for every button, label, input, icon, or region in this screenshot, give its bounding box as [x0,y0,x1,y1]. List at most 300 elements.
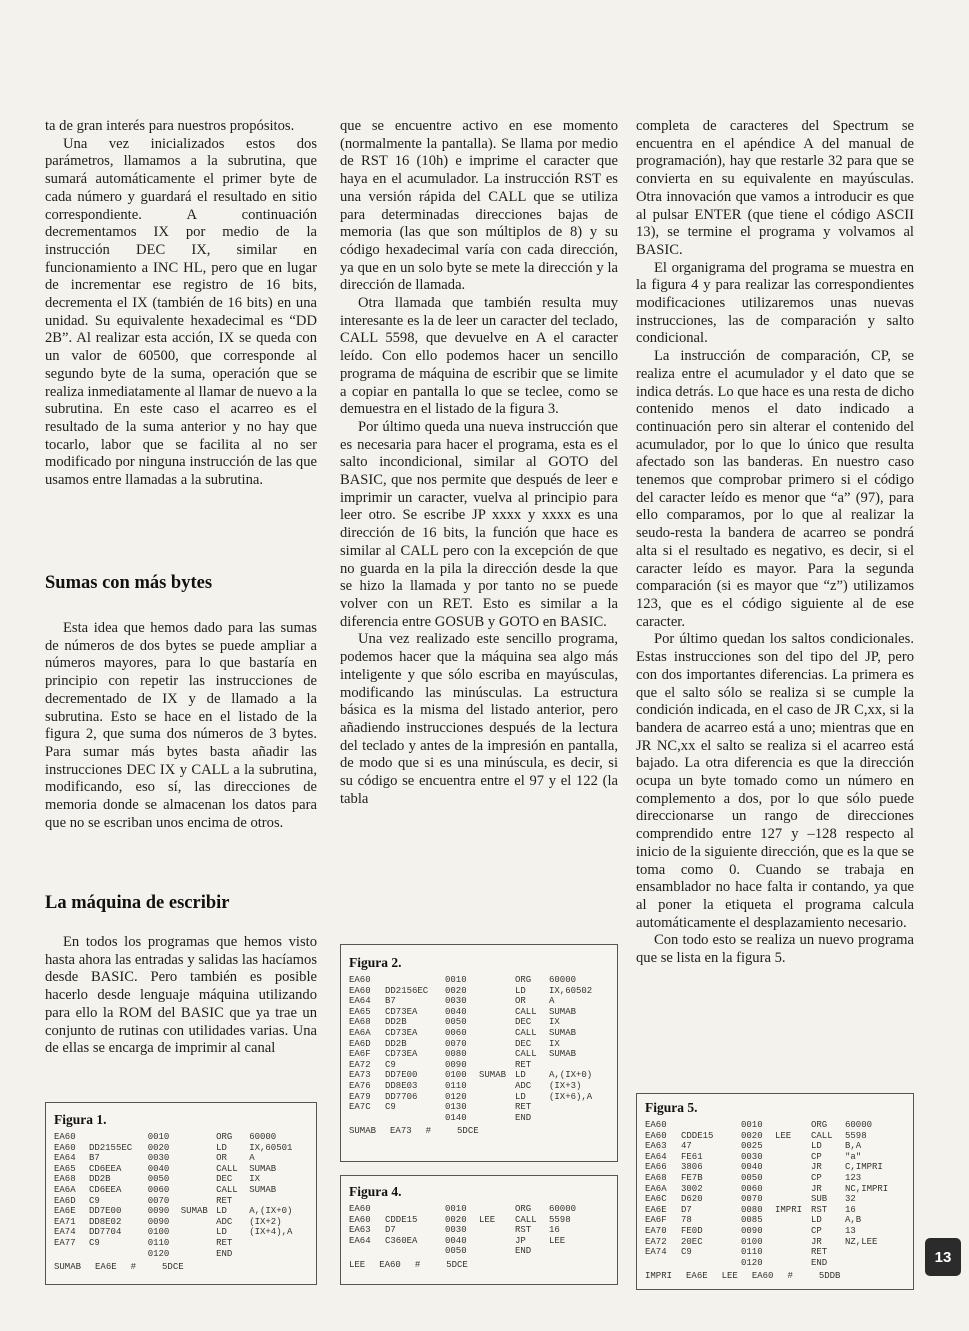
listing-cell: CALL [811,1130,833,1141]
listing-row [349,1070,609,1081]
listing-cell: D7 [385,1225,396,1236]
listing-cell: 0060 [741,1183,763,1194]
listing-cell [549,1060,609,1071]
column-1-section-3 [45,934,317,1058]
listing-cell: CALL [216,1163,238,1174]
listing-cell: CALL [515,1027,537,1038]
listing-cell: 32 [845,1194,856,1205]
paragraph: que se encuentre activo en ese momento (normalmente la pantalla). Se llama por medio de RST 16 (10h) e imprime el caracter que haya en el acumulador. La instrucción RST es una versión rápida del CALL que se utiliza para determinadas direcciones bajas de memoria (las que son múltiplos de 8) y su código hexadecimal varía con cada dirección, ya que en un solo byte se mete la dirección y la dirección de llamada. [340,118,618,294]
listing-cell [385,975,445,986]
listing-cell: D7 [681,1204,692,1215]
paragraph: En todos los programas que hemos visto hasta ahora las entradas y salidas las hacíamos desde BASIC. Pero también es posible hacerlo desde lenguaje máquina utilizando para ello la ROM del BASIC que ya trae un conjunto de rutinas con utilidades varias. Una de ellas se encarga de imprimir al canal [45,934,317,1057]
listing-cell: DD7E00 [385,1070,418,1081]
listing-cell: 78 [681,1215,692,1226]
listing-cell: 0040 [741,1162,763,1173]
listing-cell: 47 [681,1141,692,1152]
listing-cell: IX,60502 [549,985,593,996]
listing-cell [89,1132,148,1143]
listing-cell: EA6E [645,1204,667,1215]
listing-cell [181,1238,216,1249]
listing-cell: EA6A [349,1027,371,1038]
listing-row [645,1152,905,1163]
listing-cell: IX [249,1174,260,1185]
listing-cell: NZ,LEE [845,1236,878,1247]
listing-cell: 123 [845,1172,862,1183]
listing-cell: EA6F [349,1049,371,1060]
symbol-table-entry: LEE [721,1271,738,1282]
listing-cell: B7 [88,1153,100,1164]
listing-cell: 0050 [445,1017,467,1028]
listing-cell: JP [515,1235,526,1246]
listing-cell [775,1120,811,1131]
listing-cell: 0060 [147,1184,170,1195]
listing-cell: DD7E00 [88,1206,122,1217]
listing-cell: 0030 [147,1153,170,1164]
listing-cell [775,1194,811,1205]
listing-cell: EA66 [645,1162,667,1173]
listing-cell: DEC [515,1017,532,1028]
listing-cell: EA60 [349,1204,371,1214]
listing-cell: 60000 [249,1132,277,1142]
listing-cell: SUMAB [249,1163,277,1174]
listing-cell: EA64 [645,1151,667,1162]
listing-row [349,1236,609,1247]
listing-cell [775,1258,811,1269]
listing-cell: DEC [216,1174,233,1185]
listing-cell: (IX+6),A [549,1091,593,1102]
listing-cell [479,1225,515,1236]
listing-cell [479,1204,515,1215]
listing-cell: LEE [479,1214,496,1225]
listing-row [349,1092,609,1103]
listing-row [645,1226,905,1237]
listing-cell: ADC [216,1216,233,1227]
figure-1-listing [45,1102,317,1285]
listing-row [349,1246,609,1257]
column-1-section-2 [45,620,317,832]
listing-cell [681,1120,741,1131]
listing-cell: 0010 [741,1120,763,1130]
listing-footer [645,1268,905,1282]
listing-cell: B,A [845,1141,862,1152]
listing-cell [249,1196,308,1207]
listing-row [349,1102,609,1113]
listing-row [349,1007,609,1018]
listing-cell [181,1217,216,1228]
listing-cell: C9 [681,1247,692,1258]
listing-cell: CP [811,1151,822,1162]
listing-cell: 16 [549,1225,560,1236]
listing-cell: DD2B [385,1038,407,1049]
listing-table [645,1120,905,1282]
symbol-table-entry: # [425,1126,432,1137]
listing-cell: 5598 [845,1130,867,1141]
paragraph: Con todo esto se realiza un nuevo programa que se lista en la figura 5. [636,932,914,967]
symbol-table-entry: 5DCE [457,1126,479,1137]
listing-cell: C9 [385,1102,396,1113]
listing-cell: OR [515,996,526,1007]
listing-cell: EA60 [645,1130,667,1141]
listing-cell: SUB [811,1194,828,1205]
listing-cell [549,1113,609,1124]
listing-cell: EA6F [645,1215,667,1226]
listing-cell [181,1249,216,1260]
listing-cell: 0040 [445,1235,467,1246]
listing-row [645,1173,905,1184]
listing-cell: EA72 [645,1236,667,1247]
listing-cell: 0010 [445,1204,467,1214]
listing-cell: EA7C [349,1102,371,1113]
listing-cell: 60000 [549,975,577,985]
listing-table [54,1132,308,1273]
listing-cell: CD6EEA [88,1163,122,1174]
listing-cell: EA63 [349,1225,371,1236]
listing-row [54,1249,308,1260]
listing-cell: 0120 [445,1091,467,1102]
listing-cell: SUMAB [549,1006,577,1017]
listing-cell: 0050 [147,1174,170,1185]
listing-row [54,1217,308,1228]
symbol-table-entry: IMPRI [645,1271,673,1282]
listing-cell: CD6EEA [88,1184,122,1195]
listing-cell: SUMAB [249,1184,277,1195]
listing-cell: FE61 [681,1151,703,1162]
listing-cell [349,1113,385,1124]
listing-cell: EA65 [349,1006,371,1017]
listing-cell: 0090 [147,1206,170,1217]
listing-cell [845,1247,905,1258]
listing-row [54,1227,308,1238]
listing-cell: (IX+3) [549,1080,582,1091]
listing-cell: RST [515,1225,532,1236]
listing-row [645,1215,905,1226]
listing-cell: 0030 [445,996,467,1007]
listing-cell: 0060 [445,1027,467,1038]
listing-cell: 60000 [845,1120,873,1130]
listing-row [349,996,609,1007]
listing-row [54,1143,308,1154]
listing-cell [181,1164,216,1175]
listing-cell: 0020 [147,1142,170,1153]
listing-cell [181,1227,216,1238]
figure-title: Figura 1. [54,1112,107,1127]
listing-cell: 0020 [445,1214,467,1225]
listing-cell: CP [811,1225,822,1236]
listing-cell [385,1204,445,1215]
listing-cell: CDDE15 [385,1214,418,1225]
listing-cell: SUMAB [479,1070,507,1081]
listing-cell: SUMAB [549,1049,577,1060]
listing-cell: LEE [775,1130,792,1141]
listing-cell: CDDE15 [681,1130,714,1141]
listing-cell [549,1246,609,1257]
listing-cell: EA6E [54,1206,76,1217]
listing-cell: CD73EA [385,1027,418,1038]
listing-row [349,986,609,997]
listing-cell: CP [811,1172,822,1183]
listing-cell [181,1132,216,1143]
listing-cell [845,1258,905,1269]
listing-cell: JR [811,1162,822,1173]
figure-title: Figura 5. [645,1100,698,1115]
listing-cell: 0140 [445,1112,467,1123]
listing-cell: ORG [216,1132,233,1142]
listing-cell: A [249,1153,255,1164]
listing-row [54,1185,308,1196]
listing-cell [249,1238,308,1249]
listing-cell: RET [515,1102,532,1113]
symbol-table-entry: EA60 [379,1259,401,1270]
listing-cell [479,1039,515,1050]
listing-table [349,975,609,1137]
listing-row [349,1060,609,1071]
listing-cell: 0100 [445,1070,467,1081]
listing-cell: 0020 [741,1130,763,1141]
listing-cell: IX [549,1017,560,1028]
symbol-table-entry: EA6E [95,1262,117,1273]
listing-cell: EA76 [349,1080,371,1091]
column-2 [340,118,618,808]
listing-cell: FE0D [681,1225,703,1236]
listing-cell [775,1215,811,1226]
listing-cell: DD2B [385,1017,407,1028]
listing-footer [349,1257,609,1271]
listing-cell: EA60 [349,975,371,985]
listing-cell: IMPRI [775,1204,803,1215]
symbol-table-entry: 5DCE [162,1262,184,1273]
listing-cell: ORG [515,975,532,985]
listing-cell: DD8E02 [88,1216,122,1227]
listing-cell: DD2156EC [385,985,429,996]
symbol-table-entry: # [414,1259,421,1270]
listing-row [54,1196,308,1207]
listing-cell: CALL [515,1049,537,1060]
listing-row [54,1206,308,1217]
listing-cell: C360EA [385,1235,418,1246]
paragraph: La instrucción de comparación, CP, se realiza entre el acumulador y el dato que se indica detrás. Lo que hace es una resta de dicho contenido menos el dato indicado a continuación pero sin alterar el contenido del acumulador, por lo que lo único que resulta afectado son las banderas. En nuestro caso tenemos que comprobar primero si el código del caracter leído es menor que “a” (97), para ello comparamos, por lo que al realizar la seudo-resta la bandera de acarreo se pondrá alta si el resultado es negativo, es decir, si el caracter leído es mayor. Para la segunda comparación (si es mayor que “z”) utilizamos 123, que es el código siguiente al de ese caracter. [636,348,914,630]
listing-cell: EA6A [54,1184,76,1195]
listing-cell: (IX+2) [249,1216,282,1227]
listing-row [349,1049,609,1060]
listing-cell: LD [811,1215,822,1226]
listing-cell: CALL [515,1006,537,1017]
listing-cell: EA6D [54,1195,76,1206]
listing-row [645,1120,905,1131]
listing-cell: JR [811,1183,822,1194]
paragraph: Una vez realizado este sencillo programa, podemos hacer que la máquina sea algo más inteligente y que sólo escriba en mayúsculas, modificando las minúsculas. La estructura básica es la misma del listado anterior, pero añadiendo instrucciones después de la lectura del teclado y antes de la impresión en pantalla, de modo que si es una minúscula, es decir, si su código se encuentra entre el 97 y el 122 (la tabla [340,631,618,807]
paragraph: ta de gran interés para nuestros propósitos. [45,118,295,134]
listing-cell [479,1236,515,1247]
listing-cell: 13 [845,1225,856,1236]
figure-2-listing [340,944,618,1162]
listing-cell: SUMAB [549,1027,577,1038]
listing-cell: LD [216,1206,227,1217]
paragraph: Por último quedan los saltos condicionales. Estas instrucciones son del tipo del JP, pero con dos importantes diferencias. La primera es que el salto sólo se realiza si se cumple la condición indicada, en el caso de JR C,xx, si la bandera de acarreo está a uno; mientras que en JR NC,xx el salto se realiza si el acarreo está bajado. La otra diferencia es que la dirección ocupa un byte tomado como un número en complemento a dos, por lo que sólo puede direccionarse un rango de direcciones comprendido entre 127 y –128 respecto al inicio de la siguiente dirección, que es la que se toma como 0. Cuando se trabaja en ensamblador no hace falta ir contando, ya que al poner la etiqueta el programa calcula automáticamente el desplazamiento necesario. [636,631,914,931]
paragraph: El organigrama del programa se muestra en la figura 4 y para realizar las correspondientes modificaciones utilizaremos unas nuevas instrucciones, las de comparación y salto condicional. [636,259,914,347]
listing-cell: 0010 [147,1132,170,1142]
listing-cell [775,1226,811,1237]
listing-cell: END [515,1112,532,1123]
listing-cell [681,1258,741,1269]
listing-row [645,1205,905,1216]
figure-title: Figura 2. [349,955,402,970]
listing-cell: 0040 [445,1006,467,1017]
listing-cell: LD [216,1142,227,1153]
listing-cell: 0110 [147,1237,170,1248]
listing-cell: 0090 [147,1216,170,1227]
listing-cell: END [216,1248,233,1259]
listing-cell [645,1258,681,1269]
listing-cell: 0090 [741,1225,763,1236]
listing-row [349,1215,609,1226]
listing-cell: IX,60501 [249,1142,293,1153]
listing-cell: RET [216,1237,233,1248]
listing-cell: RET [216,1195,233,1206]
symbol-table-entry: # [787,1271,793,1282]
listing-cell [479,986,515,997]
paragraph: Por último queda una nueva instrucción que es necesaria para hacer el programa, esta es el salto incondicional, similar al GOTO del BASIC, que nos permite que después de leer e imprimir un caracter, vuelva al principio para leer otro. Se escribe JP xxxx y xxxx es una dirección de 16 bits, la función que hace es similar al CALL pero con la excepción de que no guarda en la pila la dirección desde la que se hizo la llamada y por tanto no se puede volver con un RET. Esto es similar a la diferencia entre GOSUB y GOTO en BASIC. [340,418,618,630]
listing-cell: 0080 [445,1049,467,1060]
listing-cell: LD [515,1091,526,1102]
listing-row [349,1204,609,1215]
listing-cell [479,1007,515,1018]
listing-row [645,1247,905,1258]
listing-cell: EA72 [349,1059,371,1070]
listing-cell: EA6A [645,1183,667,1194]
listing-row [349,1017,609,1028]
listing-cell [775,1237,811,1248]
listing-cell: 0025 [741,1141,763,1152]
listing-cell: B7 [385,996,396,1007]
listing-cell: DD7706 [385,1091,418,1102]
listing-cell: 0050 [445,1246,467,1257]
listing-cell: 0100 [147,1227,170,1238]
listing-cell: EA74 [54,1227,76,1238]
listing-cell [479,1113,515,1124]
paragraph: completa de caracteres del Spectrum se encuentra en el apéndice A del manual de programación), hay que restarle 32 para que se convierta en su equivalente en mayúsculas. Otra innovación que vamos a introducir es que al pulsar ENTER (que tiene el código ASCII 13), se termine el programa y volvamos al BASIC. [636,118,914,258]
listing-cell [775,1162,811,1173]
listing-cell: EA73 [349,1070,371,1081]
listing-cell: 0085 [741,1215,763,1226]
listing-cell: C9 [88,1195,100,1206]
column-1 [45,118,317,490]
listing-cell: 0080 [741,1204,763,1215]
listing-cell: EA60 [349,985,371,996]
listing-footer [349,1123,609,1137]
listing-cell: EA77 [54,1237,76,1248]
listing-cell: EA63 [645,1141,667,1152]
listing-cell: NC,IMPRI [845,1183,889,1194]
listing-cell [385,1246,445,1257]
listing-cell: LD [515,1070,526,1081]
listing-cell [775,1152,811,1163]
listing-cell: EA60 [349,1214,371,1225]
listing-cell: 0120 [741,1257,763,1268]
listing-cell [479,1081,515,1092]
listing-row [645,1131,905,1142]
listing-cell [775,1184,811,1195]
listing-cell: EA68 [349,1017,371,1028]
listing-cell [479,1049,515,1060]
listing-cell [181,1174,216,1185]
listing-cell: C9 [385,1059,396,1070]
listing-cell: EA64 [349,996,371,1007]
listing-cell: C,IMPRI [845,1162,883,1173]
listing-cell [479,975,515,986]
listing-cell: FE7B [681,1172,703,1183]
listing-cell: D620 [681,1194,703,1205]
listing-cell: RET [811,1247,828,1258]
figure-title: Figura 4. [349,1184,402,1199]
listing-cell: EA6C [645,1194,667,1205]
listing-cell: 0010 [445,975,467,985]
listing-cell: 16 [845,1204,856,1215]
listing-cell: 0020 [445,985,467,996]
listing-cell [249,1249,308,1260]
listing-cell: EA68 [645,1172,667,1183]
listing-cell: 0040 [147,1163,170,1174]
listing-cell: CALL [515,1214,537,1225]
symbol-table-entry: # [130,1262,137,1273]
listing-cell: ORG [515,1204,532,1214]
section-heading-maquina: La máquina de escribir [45,893,230,913]
listing-row [54,1153,308,1164]
listing-cell: LEE [549,1235,566,1246]
listing-cell: SUMAB [180,1206,208,1217]
listing-cell [479,996,515,1007]
listing-cell: DD2155EC [88,1142,133,1153]
listing-cell: 0130 [445,1102,467,1113]
symbol-table-entry: 5DDB [818,1271,841,1282]
listing-row [645,1162,905,1173]
listing-cell [549,1102,609,1113]
listing-cell: 0030 [741,1151,763,1162]
listing-cell: A,(IX+0) [549,1070,593,1081]
listing-cell: 0070 [147,1195,170,1206]
listing-cell: 0110 [741,1247,763,1258]
listing-cell: EA65 [54,1163,76,1174]
listing-row [54,1174,308,1185]
listing-cell: EA64 [349,1235,371,1246]
symbol-table-entry: SUMAB [349,1126,377,1137]
listing-cell: "a" [845,1151,862,1162]
listing-cell: DD8E03 [385,1080,418,1091]
listing-cell: CD73EA [385,1049,418,1060]
symbol-table-entry: LEE [349,1259,366,1270]
listing-cell [181,1153,216,1164]
listing-row [645,1141,905,1152]
listing-cell: EA60 [54,1142,76,1153]
listing-row [645,1184,905,1195]
listing-row [645,1258,905,1269]
listing-cell [775,1141,811,1152]
listing-cell: OR [216,1153,227,1164]
listing-cell [479,1017,515,1028]
column-3 [636,118,914,968]
listing-cell: 3806 [681,1162,703,1173]
listing-cell: EA6D [349,1038,371,1049]
figure-4-listing [340,1175,618,1285]
listing-cell: EA64 [54,1153,76,1164]
listing-cell [181,1196,216,1207]
listing-cell: LD [515,985,526,996]
listing-cell: CALL [216,1184,238,1195]
listing-cell: RET [515,1059,532,1070]
listing-cell: 0030 [445,1225,467,1236]
listing-cell: 0100 [741,1236,763,1247]
listing-cell: 0120 [147,1248,170,1259]
listing-cell: EA71 [54,1216,76,1227]
